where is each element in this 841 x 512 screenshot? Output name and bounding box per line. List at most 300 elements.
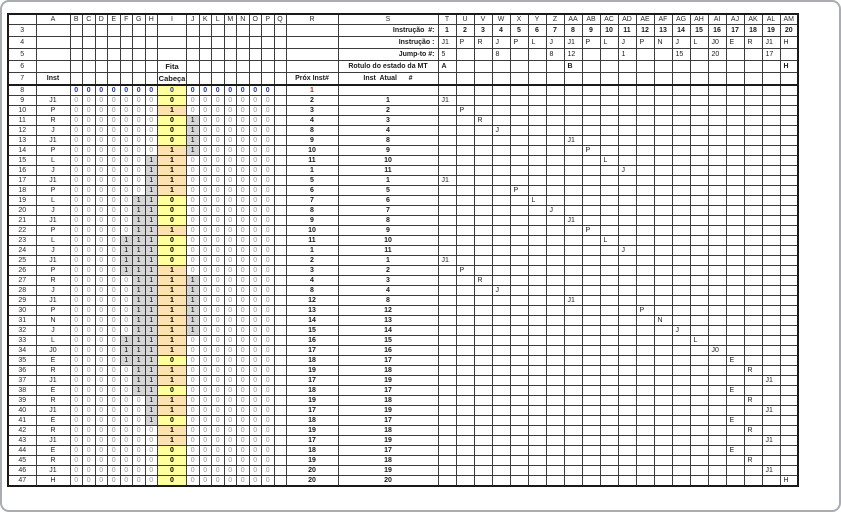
cell-W15[interactable] [492,155,510,165]
instruction-number-1[interactable]: 1 [438,25,456,37]
cell-AC46[interactable] [600,465,618,475]
cell-O12[interactable]: 0 [249,125,262,135]
cell-T20[interactable] [438,205,456,215]
cell-L35[interactable]: 0 [212,355,225,365]
cell-K39[interactable]: 0 [199,395,212,405]
cell-U21[interactable] [456,215,474,225]
cell-V41[interactable] [474,415,492,425]
cell-Z38[interactable] [546,385,564,395]
cell-Z13[interactable] [546,135,564,145]
cell-AJ29[interactable] [726,295,744,305]
cell-AC38[interactable] [600,385,618,395]
cell-F24[interactable]: 1 [120,245,133,255]
cell-AG27[interactable] [672,275,690,285]
cell-T25[interactable]: J1 [438,255,456,265]
cell-E33[interactable]: 0 [108,335,121,345]
cell-W40[interactable] [492,405,510,415]
cell-P12[interactable]: 0 [262,125,275,135]
cell-G36[interactable]: 1 [133,365,146,375]
cell-Z40[interactable] [546,405,564,415]
cell-F43[interactable]: 0 [120,435,133,445]
cell-AB8[interactable] [582,85,600,96]
head-cell-34[interactable]: 1 [158,345,187,355]
cell-Z8[interactable] [546,85,564,96]
cell-AF39[interactable] [654,395,672,405]
cell-O7[interactable] [249,73,262,85]
cell-E44[interactable]: 0 [108,445,121,455]
cell-AC12[interactable] [600,125,618,135]
cell-AK45[interactable]: R [744,455,762,465]
cell-M32[interactable]: 0 [224,325,237,335]
cell-AE37[interactable] [636,375,654,385]
cell-F46[interactable]: 0 [120,465,133,475]
cell-AG31[interactable] [672,315,690,325]
row-header-22[interactable]: 22 [8,225,36,235]
cell-U30[interactable] [456,305,474,315]
cell-H43[interactable]: 0 [145,435,158,445]
cell-AJ34[interactable] [726,345,744,355]
cell-X22[interactable] [510,225,528,235]
cell-C42[interactable]: 0 [83,425,96,435]
cell-G21[interactable]: 1 [133,215,146,225]
cell-E6[interactable] [108,61,121,73]
cell-P31[interactable]: 0 [262,315,275,325]
cell-M11[interactable]: 0 [224,115,237,125]
cell-AI45[interactable] [708,455,726,465]
cell-D3[interactable] [95,25,108,37]
cell-Q9[interactable] [274,95,286,105]
cell-G29[interactable]: 1 [133,295,146,305]
cell-W30[interactable] [492,305,510,315]
cell-T33[interactable] [438,335,456,345]
cell-AK32[interactable] [744,325,762,335]
next-inst-38[interactable]: 18 [286,385,338,395]
cell-O28[interactable]: 0 [249,285,262,295]
cell-AK26[interactable] [744,265,762,275]
cell-U27[interactable] [456,275,474,285]
cell-M25[interactable]: 0 [224,255,237,265]
cell-B5[interactable] [70,49,83,61]
cell-AD31[interactable] [618,315,636,325]
cell-U10[interactable]: P [456,105,474,115]
cell-N18[interactable]: 0 [237,185,250,195]
instruction-number-13[interactable]: 13 [654,25,672,37]
cell-C8[interactable]: 0 [83,85,96,96]
col-header-Y[interactable]: Y [528,14,546,25]
cell-X21[interactable] [510,215,528,225]
col-header-F[interactable]: F [120,14,133,25]
cell-K47[interactable]: 0 [199,475,212,486]
cell-T44[interactable] [438,445,456,455]
cell-AF16[interactable] [654,165,672,175]
cell-D15[interactable]: 0 [95,155,108,165]
cell-AE22[interactable] [636,225,654,235]
current-inst-47[interactable]: 20 [338,475,438,486]
cell-U19[interactable] [456,195,474,205]
cell-AI9[interactable] [708,95,726,105]
cell-B40[interactable]: 0 [70,405,83,415]
cell-AF22[interactable] [654,225,672,235]
cell-AH15[interactable] [690,155,708,165]
col-header-G[interactable]: G [133,14,146,25]
cell-N16[interactable]: 0 [237,165,250,175]
cell-AI33[interactable] [708,335,726,345]
cell-Y28[interactable] [528,285,546,295]
cell-E11[interactable]: 0 [108,115,121,125]
cell-AE28[interactable] [636,285,654,295]
col-header-Z[interactable]: Z [546,14,564,25]
cell-AG14[interactable] [672,145,690,155]
cell-L8[interactable]: 0 [212,85,225,96]
cell-A4[interactable] [36,37,70,49]
cell-AA42[interactable] [564,425,582,435]
instruction-op-9[interactable]: P [582,37,600,49]
A42-instruction[interactable]: R [36,425,70,435]
col-header-M[interactable]: M [224,14,237,25]
cell-AD10[interactable] [618,105,636,115]
cell-AB25[interactable] [582,255,600,265]
head-cell-31[interactable]: 1 [158,315,187,325]
cell-AI37[interactable] [708,375,726,385]
cell-T9[interactable]: J1 [438,95,456,105]
cell-Z30[interactable] [546,305,564,315]
cell-M38[interactable]: 0 [224,385,237,395]
cell-AI43[interactable] [708,435,726,445]
cell-AD13[interactable] [618,135,636,145]
cell-E28[interactable]: 0 [108,285,121,295]
cell-AE26[interactable] [636,265,654,275]
cell-L5[interactable] [212,49,225,61]
cell-L30[interactable]: 0 [212,305,225,315]
cell-K10[interactable]: 0 [199,105,212,115]
row-header-39[interactable]: 39 [8,395,36,405]
next-inst-33[interactable]: 16 [286,335,338,345]
cell-P11[interactable]: 0 [262,115,275,125]
cell-F18[interactable]: 0 [120,185,133,195]
cell-C13[interactable]: 0 [83,135,96,145]
cell-AE16[interactable] [636,165,654,175]
cell-B7[interactable] [70,73,83,85]
cell-V24[interactable] [474,245,492,255]
cell-T39[interactable] [438,395,456,405]
cell-AB37[interactable] [582,375,600,385]
cell-AG43[interactable] [672,435,690,445]
cell-Y11[interactable] [528,115,546,125]
cell-U47[interactable] [456,475,474,486]
cell-U31[interactable] [456,315,474,325]
cell-AH26[interactable] [690,265,708,275]
cell-B13[interactable]: 0 [70,135,83,145]
cell-AM21[interactable] [780,215,798,225]
cell-AC40[interactable] [600,405,618,415]
cell-AA31[interactable] [564,315,582,325]
cell-AA44[interactable] [564,445,582,455]
cell-AM27[interactable] [780,275,798,285]
cell-T19[interactable] [438,195,456,205]
cell-D35[interactable]: 0 [95,355,108,365]
cell-X30[interactable] [510,305,528,315]
instruction-op-11[interactable]: J [618,37,636,49]
cell-AC25[interactable] [600,255,618,265]
cell-Y30[interactable] [528,305,546,315]
cell-AE43[interactable] [636,435,654,445]
cell-E30[interactable]: 0 [108,305,121,315]
cell-J36[interactable]: 0 [187,365,200,375]
row-header-23[interactable]: 23 [8,235,36,245]
current-inst-18[interactable]: 5 [338,185,438,195]
A21-instruction[interactable]: J1 [36,215,70,225]
next-inst-32[interactable]: 15 [286,325,338,335]
cell-AF27[interactable] [654,275,672,285]
cell-N25[interactable]: 0 [237,255,250,265]
instruction-op-12[interactable]: P [636,37,654,49]
cell-X46[interactable] [510,465,528,475]
cell-AM29[interactable] [780,295,798,305]
head-cell-11[interactable]: 0 [158,115,187,125]
cell-AJ31[interactable] [726,315,744,325]
cell-V40[interactable] [474,405,492,415]
cell-AF20[interactable] [654,205,672,215]
cell-B35[interactable]: 0 [70,355,83,365]
cell-O17[interactable]: 0 [249,175,262,185]
cell-P19[interactable]: 0 [262,195,275,205]
cell-K20[interactable]: 0 [199,205,212,215]
cell-G22[interactable]: 1 [133,225,146,235]
cell-X18[interactable]: P [510,185,528,195]
cell-E26[interactable]: 0 [108,265,121,275]
next-inst-21[interactable]: 9 [286,215,338,225]
cell-P4[interactable] [262,37,275,49]
cell-L32[interactable]: 0 [212,325,225,335]
cell-Y31[interactable] [528,315,546,325]
state-label-12[interactable] [636,61,654,73]
cell-B10[interactable]: 0 [70,105,83,115]
cell-O22[interactable]: 0 [249,225,262,235]
cell-AF45[interactable] [654,455,672,465]
cell-H46[interactable]: 0 [145,465,158,475]
cell-AH37[interactable] [690,375,708,385]
cell-C29[interactable]: 0 [83,295,96,305]
cell-W31[interactable] [492,315,510,325]
cell-AK24[interactable] [744,245,762,255]
cell-T22[interactable] [438,225,456,235]
cell-O9[interactable]: 0 [249,95,262,105]
cell-AK30[interactable] [744,305,762,315]
cell-AL16[interactable] [762,165,780,175]
cell-AH27[interactable] [690,275,708,285]
cell-P30[interactable]: 0 [262,305,275,315]
cell-AG15[interactable] [672,155,690,165]
cell-M34[interactable]: 0 [224,345,237,355]
col-header-L[interactable]: L [212,14,225,25]
cell-AE29[interactable] [636,295,654,305]
cell-L10[interactable]: 0 [212,105,225,115]
next-inst-36[interactable]: 19 [286,365,338,375]
cell-AL7[interactable] [762,73,780,85]
cell-Q36[interactable] [274,365,286,375]
cell-H35[interactable]: 1 [145,355,158,365]
instruction-op-3[interactable]: R [474,37,492,49]
cell-AF14[interactable] [654,145,672,155]
cell-E9[interactable]: 0 [108,95,121,105]
cell-M37[interactable]: 0 [224,375,237,385]
state-label-15[interactable] [690,61,708,73]
cell-Z22[interactable] [546,225,564,235]
cell-D32[interactable]: 0 [95,325,108,335]
instruction-number-6[interactable]: 6 [528,25,546,37]
head-cell-21[interactable]: 0 [158,215,187,225]
next-inst-9[interactable]: 2 [286,95,338,105]
cell-X9[interactable] [510,95,528,105]
cell-AC42[interactable] [600,425,618,435]
A41-instruction[interactable]: E [36,415,70,425]
cell-AG12[interactable] [672,125,690,135]
cell-X39[interactable] [510,395,528,405]
head-cell-10[interactable]: 1 [158,105,187,115]
cell-AB39[interactable] [582,395,600,405]
cell-U13[interactable] [456,135,474,145]
cell-C30[interactable]: 0 [83,305,96,315]
cell-O36[interactable]: 0 [249,365,262,375]
cell-W37[interactable] [492,375,510,385]
cell-AC21[interactable] [600,215,618,225]
next-inst-17[interactable]: 5 [286,175,338,185]
cell-W21[interactable] [492,215,510,225]
cell-AD17[interactable] [618,175,636,185]
cell-H18[interactable]: 1 [145,185,158,195]
cell-Y19[interactable]: L [528,195,546,205]
row-header-34[interactable]: 34 [8,345,36,355]
cell-P41[interactable]: 0 [262,415,275,425]
cell-W7[interactable] [492,73,510,85]
cell-AG45[interactable] [672,455,690,465]
cell-H40[interactable]: 1 [145,405,158,415]
cell-AB32[interactable] [582,325,600,335]
cell-Z23[interactable] [546,235,564,245]
cell-AL47[interactable] [762,475,780,486]
instruction-number-9[interactable]: 9 [582,25,600,37]
cell-P29[interactable]: 0 [262,295,275,305]
head-cell-47[interactable]: 0 [158,475,187,486]
cell-P39[interactable]: 0 [262,395,275,405]
cell-B4[interactable] [70,37,83,49]
cell-L34[interactable]: 0 [212,345,225,355]
cell-J22[interactable]: 0 [187,225,200,235]
cell-J16[interactable]: 0 [187,165,200,175]
cell-D26[interactable]: 0 [95,265,108,275]
A39-instruction[interactable]: R [36,395,70,405]
head-cell-28[interactable]: 1 [158,285,187,295]
cell-C16[interactable]: 0 [83,165,96,175]
cell-AE30[interactable]: P [636,305,654,315]
cell-F27[interactable]: 0 [120,275,133,285]
cell-E41[interactable]: 0 [108,415,121,425]
cell-L47[interactable]: 0 [212,475,225,486]
cell-O32[interactable]: 0 [249,325,262,335]
row-header-36[interactable]: 36 [8,365,36,375]
cell-T8[interactable] [438,85,456,96]
cell-M47[interactable]: 0 [224,475,237,486]
cell-Z27[interactable] [546,275,564,285]
cell-Q15[interactable] [274,155,286,165]
cell-AA40[interactable] [564,405,582,415]
cell-K41[interactable]: 0 [199,415,212,425]
cell-Q23[interactable] [274,235,286,245]
cell-AM18[interactable] [780,185,798,195]
cell-Y16[interactable] [528,165,546,175]
cell-O8[interactable]: 0 [249,85,262,96]
cell-AH32[interactable] [690,325,708,335]
cell-AF7[interactable] [654,73,672,85]
row-header-21[interactable]: 21 [8,215,36,225]
cell-C36[interactable]: 0 [83,365,96,375]
cell-B14[interactable]: 0 [70,145,83,155]
cell-AB26[interactable] [582,265,600,275]
cell-X32[interactable] [510,325,528,335]
cell-O26[interactable]: 0 [249,265,262,275]
cell-B20[interactable]: 0 [70,205,83,215]
cell-P28[interactable]: 0 [262,285,275,295]
cell-Z34[interactable] [546,345,564,355]
cell-AL36[interactable] [762,365,780,375]
instruction-number-2[interactable]: 2 [456,25,474,37]
cell-V17[interactable] [474,175,492,185]
cell-Q47[interactable] [274,475,286,486]
cell-AG8[interactable] [672,85,690,96]
cell-B41[interactable]: 0 [70,415,83,425]
A28-instruction[interactable]: J [36,285,70,295]
cell-M9[interactable]: 0 [224,95,237,105]
cell-Y44[interactable] [528,445,546,455]
cell-L31[interactable]: 0 [212,315,225,325]
cell-AI16[interactable] [708,165,726,175]
cell-AC10[interactable] [600,105,618,115]
cell-AC47[interactable] [600,475,618,486]
cell-N9[interactable]: 0 [237,95,250,105]
cell-AL8[interactable] [762,85,780,96]
cell-J28[interactable]: 1 [187,285,200,295]
cell-P32[interactable]: 0 [262,325,275,335]
cell-AJ15[interactable] [726,155,744,165]
cell-N32[interactable]: 0 [237,325,250,335]
cell-AI31[interactable] [708,315,726,325]
jump-target-1[interactable]: 5 [438,49,456,61]
cell-AK40[interactable] [744,405,762,415]
cell-Z31[interactable] [546,315,564,325]
cell-O34[interactable]: 0 [249,345,262,355]
cell-U28[interactable] [456,285,474,295]
instruction-number-16[interactable]: 16 [708,25,726,37]
cell-H34[interactable]: 1 [145,345,158,355]
cell-AM45[interactable] [780,455,798,465]
cell-G18[interactable]: 0 [133,185,146,195]
cell-C43[interactable]: 0 [83,435,96,445]
cell-AK17[interactable] [744,175,762,185]
cell-AA39[interactable] [564,395,582,405]
cell-AJ10[interactable] [726,105,744,115]
cell-K33[interactable]: 0 [199,335,212,345]
cell-P14[interactable]: 0 [262,145,275,155]
cell-E5[interactable] [108,49,121,61]
cell-V42[interactable] [474,425,492,435]
A20-instruction[interactable]: J [36,205,70,215]
cell-O25[interactable]: 0 [249,255,262,265]
cell-E42[interactable]: 0 [108,425,121,435]
cell-Q45[interactable] [274,455,286,465]
cell-N23[interactable]: 0 [237,235,250,245]
cell-AA25[interactable] [564,255,582,265]
cell-Z29[interactable] [546,295,564,305]
